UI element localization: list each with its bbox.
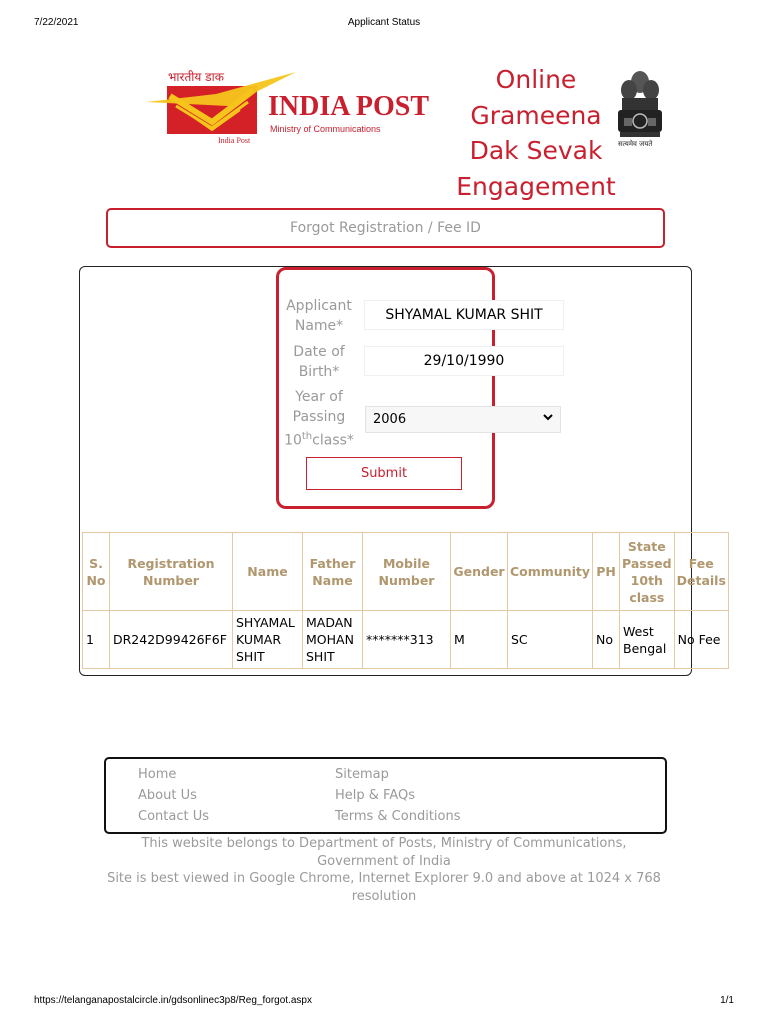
footer-link-home[interactable]: Home: [138, 767, 177, 782]
cell-line: KUMAR: [236, 632, 282, 647]
cell-gender: M: [451, 611, 508, 669]
cell-community: SC: [508, 611, 593, 669]
label-line: Birth*: [298, 364, 340, 380]
cell-sno: 1: [83, 611, 110, 669]
header-text: State: [627, 538, 666, 554]
chevron-down-icon: [542, 411, 554, 423]
header-text: class: [629, 589, 665, 605]
forgot-registration-header: [106, 208, 665, 248]
print-page-number: 1/1: [720, 995, 734, 1006]
cell-line: Bengal: [623, 640, 667, 656]
logo-main-text: INDIA POST: [268, 91, 430, 122]
portal-title-line: Online: [495, 65, 577, 94]
cell-line: SHIT: [306, 649, 335, 664]
year-of-passing-label: [280, 387, 358, 451]
label-part: class*: [312, 432, 354, 449]
header-text: Name: [312, 572, 353, 588]
header-text: Passed: [622, 555, 672, 571]
header-text: Number: [143, 572, 199, 588]
label-superscript: th: [301, 431, 313, 442]
portal-title-line: Dak Sevak: [469, 136, 603, 165]
header-fee: [674, 533, 728, 611]
header-text: Registration: [127, 555, 215, 571]
footer-link-sitemap[interactable]: Sitemap: [335, 767, 389, 782]
cell-father-name: [303, 611, 363, 669]
header-father-name: [303, 533, 363, 611]
india-post-logo[interactable]: [146, 64, 456, 150]
footer-link-help-faqs[interactable]: Help & FAQs: [335, 788, 415, 803]
header-sno: [83, 533, 110, 611]
submit-button[interactable]: Submit: [306, 457, 462, 490]
print-url: https://telanganapostalcircle.in/gdsonlinec3p8/Reg_forgot.aspx: [34, 995, 312, 1006]
footer-note-line: Site is best viewed in Google Chrome, Internet Explorer 9.0 and above at 1024 x 768: [107, 871, 661, 886]
dob-input[interactable]: [364, 346, 564, 376]
footer-link-terms[interactable]: Terms & Conditions: [335, 809, 461, 824]
cell-registration: DR242D99426F6F: [110, 611, 233, 669]
label-line: Year of: [295, 389, 343, 405]
header-text: Gender: [453, 564, 505, 579]
header-text: Details: [676, 572, 726, 588]
header-text: PH: [596, 564, 616, 579]
year-of-passing-select[interactable]: [365, 406, 561, 433]
header-text: Number: [378, 572, 435, 588]
cell-ph: No: [593, 611, 620, 669]
label-line: [280, 427, 358, 451]
header-name: [233, 533, 303, 611]
logo-ministry-text: Ministry of Communications: [270, 124, 381, 134]
header-text: Mobile: [382, 555, 431, 571]
header-mobile: [363, 533, 451, 611]
portal-title: [446, 62, 626, 204]
footer-note-line: This website belongs to Department of Posts, Ministry of Communications,: [141, 836, 627, 851]
header-text: Name: [247, 564, 288, 579]
cell-mobile: *******313: [363, 611, 451, 669]
logo-hindi-text: भारतीय डाक: [168, 70, 224, 84]
forgot-registration-label: Forgot Registration / Fee ID: [290, 220, 481, 236]
year-of-passing-value: 2006: [373, 412, 407, 427]
cell-fee: No Fee: [674, 611, 728, 669]
footer-ownership-note: [0, 835, 768, 870]
footer-link-contact-us[interactable]: Contact Us: [138, 809, 209, 824]
portal-title-line: Grameena: [470, 100, 602, 130]
cell-name: [233, 611, 303, 669]
label-line: Applicant: [286, 298, 352, 314]
footer-link-about-us[interactable]: About Us: [138, 788, 197, 803]
cell-line: SHIT: [236, 649, 265, 664]
header-text: Community: [510, 564, 591, 579]
label-line: Date of: [293, 344, 345, 360]
cell-line: West: [623, 623, 654, 639]
print-title: Applicant Status: [347, 17, 421, 28]
header-text: Father: [309, 555, 356, 571]
footer-note-line: Government of India: [317, 853, 451, 869]
applicant-name-label: [280, 296, 358, 336]
dob-label: [280, 342, 358, 382]
emblem-motto: सत्यमेव जयते: [618, 140, 653, 148]
label-line: Name*: [294, 318, 344, 334]
cell-line: MOHAN: [306, 632, 354, 647]
dob-value: 29/10/1990: [423, 353, 505, 369]
table-row: [83, 611, 729, 669]
applicant-name-input[interactable]: [364, 300, 564, 330]
header-ph: [593, 533, 620, 611]
table-header-row: [83, 533, 729, 611]
footer-note-line: resolution: [351, 888, 417, 904]
header-gender: [451, 533, 508, 611]
logo-caption: India Post: [218, 136, 251, 145]
header-text: No: [86, 572, 106, 588]
applicant-name-value: SHYAMAL KUMAR SHIT: [385, 307, 543, 323]
cell-line: MADAN: [306, 615, 353, 630]
header-text: Fee: [688, 555, 714, 571]
print-date: 7/22/2021: [34, 17, 79, 28]
header-state: [620, 533, 675, 611]
header-text: 10th: [630, 572, 663, 588]
results-table: [82, 532, 729, 669]
cell-line: SHYAMAL: [236, 615, 295, 630]
header-text: S.: [89, 555, 103, 571]
header-community: [508, 533, 593, 611]
portal-title-line: Engagement: [456, 171, 616, 201]
cell-state: [620, 611, 675, 669]
label-line: Passing: [292, 409, 346, 425]
header-registration: [110, 533, 233, 611]
footer-browser-note: [0, 870, 768, 905]
label-part: 10: [284, 432, 302, 449]
